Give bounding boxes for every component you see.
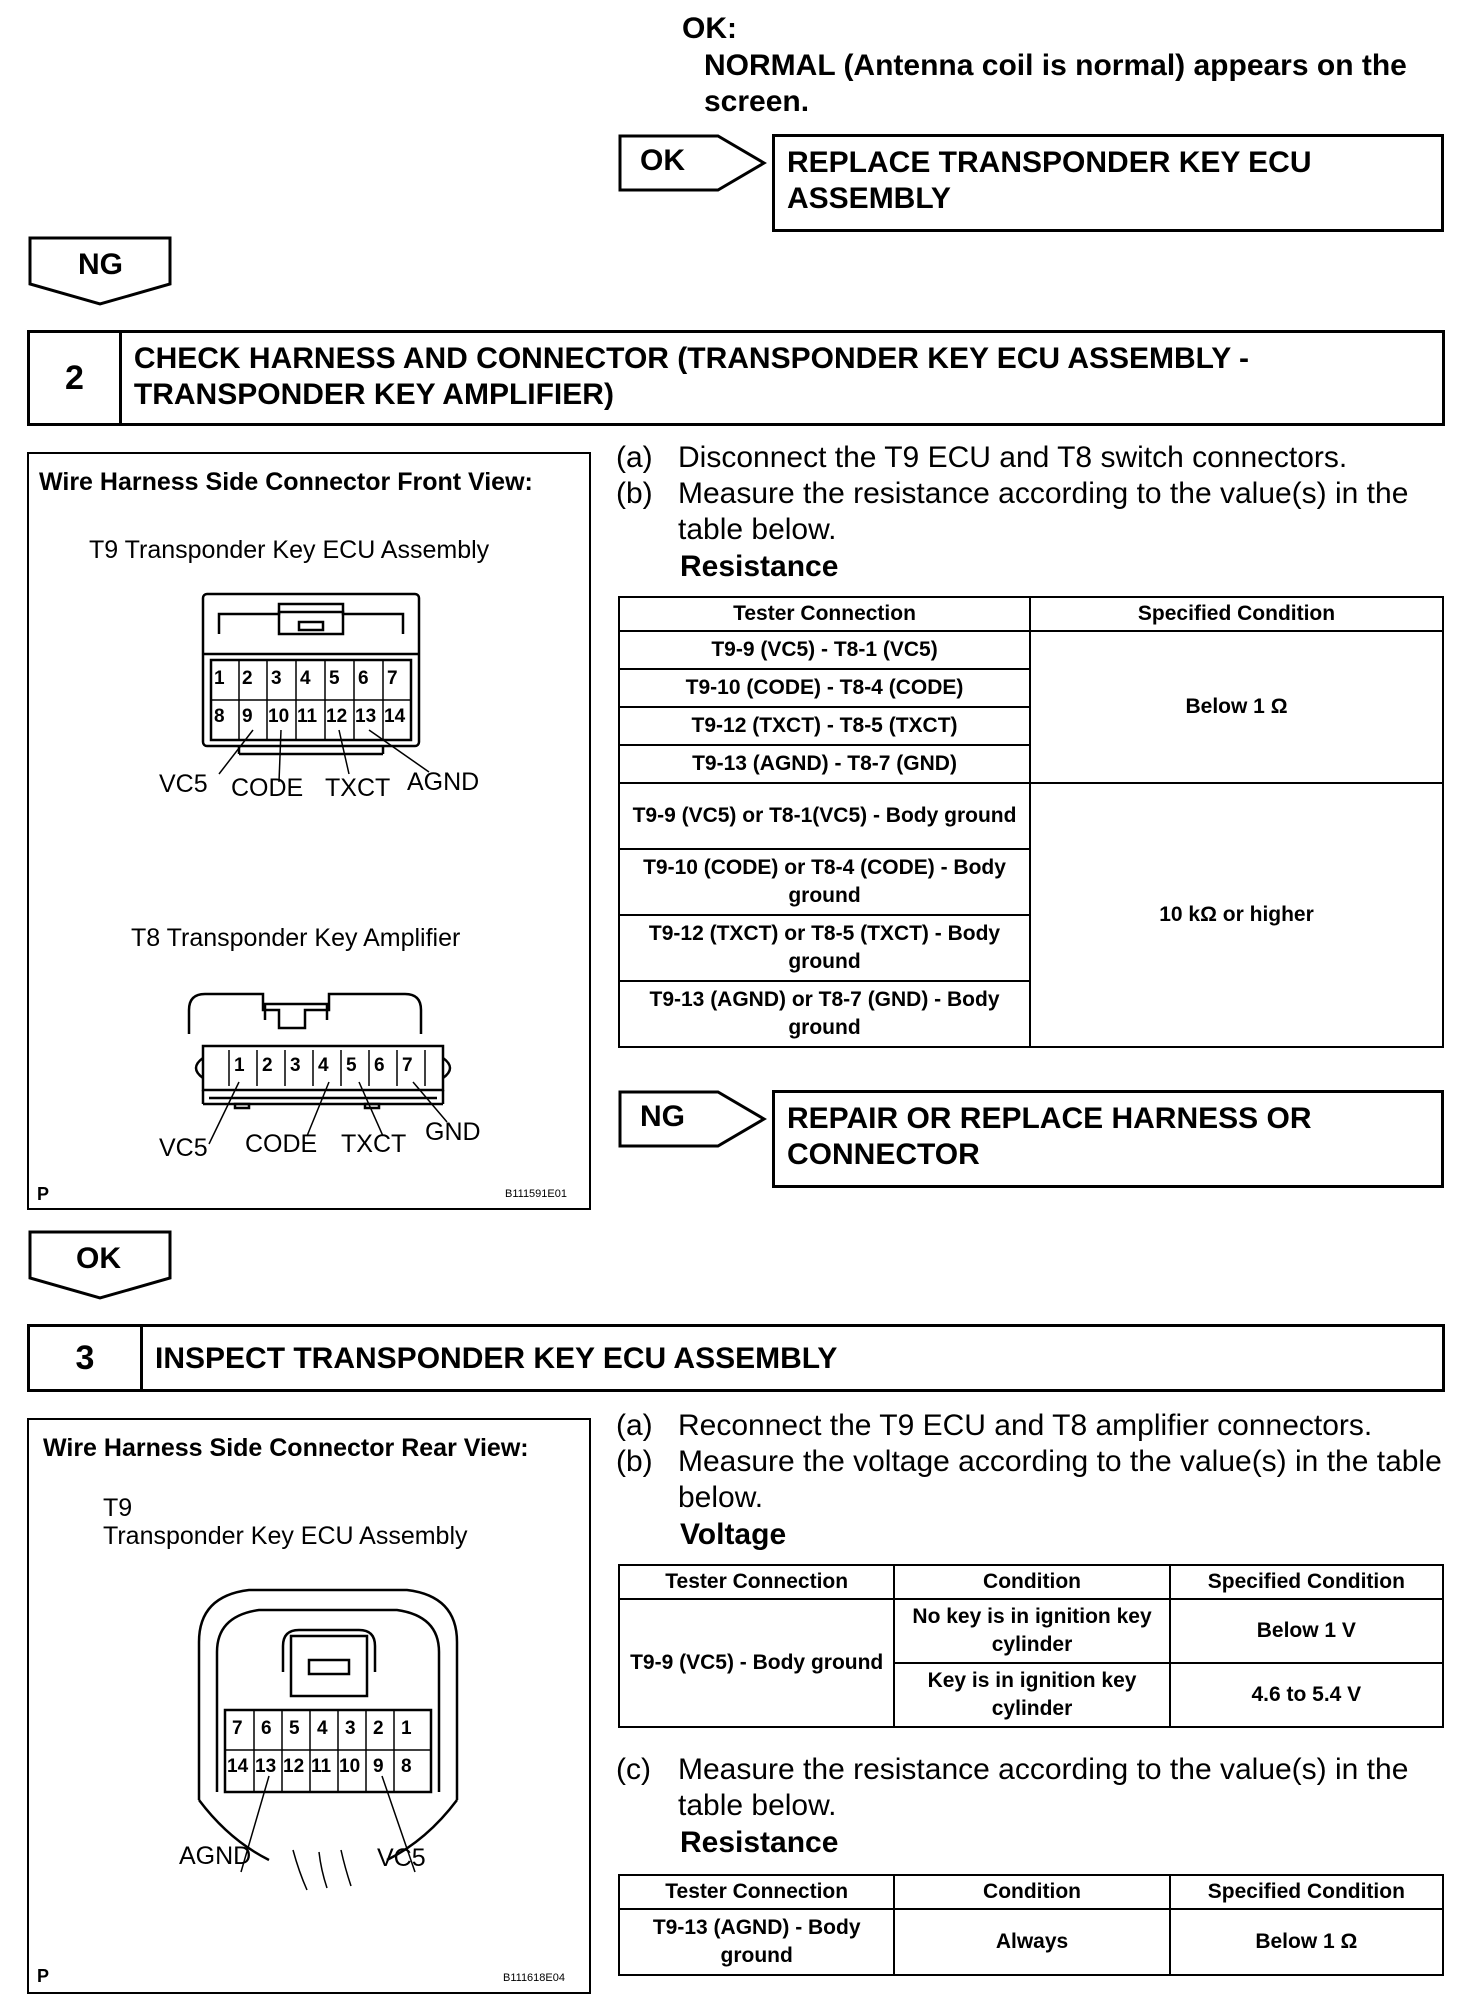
table-header: Condition <box>894 1875 1169 1909</box>
instruction-text: Measure the resistance according to the value(s) in the table below. <box>678 477 1409 546</box>
t9-signal-code: CODE <box>231 774 304 802</box>
rear-pin: 6 <box>261 1718 272 1739</box>
t9-pin: 8 <box>214 706 225 727</box>
tester-connection-cell: T9-10 (CODE) or T8-4 (CODE) - Body ground <box>619 849 1030 915</box>
step-2-header <box>27 330 1445 426</box>
condition-cell: No key is in ignition key cylinder <box>894 1599 1169 1663</box>
figure-code: B111591E01 <box>505 1188 567 1200</box>
rear-pin: 11 <box>311 1756 332 1777</box>
instruction-b <box>616 1444 1442 1516</box>
t8-pin: 4 <box>318 1055 329 1076</box>
rear-pin: 10 <box>339 1756 361 1777</box>
ng-tag-label: NG <box>78 248 123 281</box>
tester-connection-cell: T9-9 (VC5) or T8-1(VC5) - Body ground <box>619 783 1030 849</box>
rear-pin: 14 <box>227 1756 249 1777</box>
t9-pin: 6 <box>358 668 369 689</box>
t9-pin: 1 <box>214 668 225 689</box>
rear-pin: 12 <box>283 1756 305 1777</box>
instruction-text: Reconnect the T9 ECU and T8 amplifier connectors. <box>678 1409 1373 1442</box>
rear-pin: 9 <box>373 1756 384 1777</box>
instruction-c-row <box>616 1752 1442 1824</box>
ok-condition-text: NORMAL (Antenna coil is normal) appears on the screen. <box>704 49 1407 118</box>
step-2-resistance-table <box>618 596 1444 1048</box>
table-header: Tester Connection <box>619 1565 894 1599</box>
ok-flow-tag-2 <box>28 1230 174 1300</box>
t8-signal-txct: TXCT <box>341 1130 407 1158</box>
t8-connector-label: T8 Transponder Key Amplifier <box>131 924 461 952</box>
t9-pin: 11 <box>297 706 318 727</box>
instruction-b <box>616 476 1442 548</box>
tester-connection-cell: T9-13 (AGND) or T8-7 (GND) - Body ground <box>619 981 1030 1047</box>
voltage-table <box>618 1564 1444 1728</box>
table-row <box>619 783 1443 849</box>
instruction-label: (b) <box>616 477 653 510</box>
t9-pin: 13 <box>355 706 377 727</box>
step-3-instructions <box>616 1408 1442 1516</box>
t9-pin: 10 <box>268 706 290 727</box>
figure-corner-mark: P <box>37 1966 50 1986</box>
table-header: Specified Condition <box>1170 1875 1443 1909</box>
t9-pin: 5 <box>329 668 340 689</box>
instruction-text: Disconnect the T9 ECU and T8 switch connectors. <box>678 441 1348 474</box>
instruction-a <box>616 1408 1442 1444</box>
instruction-label: (c) <box>616 1753 651 1786</box>
figure-title: Wire Harness Side Connector Rear View: <box>43 1434 529 1462</box>
rear-signal-vc5: VC5 <box>377 1844 426 1872</box>
instruction-text: Measure the voltage according to the value(s) in the table below. <box>678 1445 1442 1514</box>
table-row <box>619 1909 1443 1975</box>
table-header: Condition <box>894 1565 1169 1599</box>
step-2-connector-figure <box>27 452 591 1210</box>
step-3-connector-figure <box>27 1418 591 1994</box>
t8-pin: 7 <box>402 1055 413 1076</box>
ok-condition-heading: OK: <box>682 12 737 45</box>
condition-cell: Always <box>894 1909 1169 1975</box>
t8-signal-gnd: GND <box>425 1118 481 1146</box>
instruction-label: (b) <box>616 1445 653 1478</box>
step-3-title: INSPECT TRANSPONDER KEY ECU ASSEMBLY <box>155 1342 838 1375</box>
t8-connector-shape <box>189 994 450 1108</box>
t8-signal-vc5: VC5 <box>159 1134 208 1162</box>
ok-flow-tag <box>618 134 768 192</box>
t9-connector-label: T9 Transponder Key ECU Assembly <box>89 536 490 564</box>
instruction-label: (a) <box>616 441 653 474</box>
voltage-table-title: Voltage <box>680 1518 787 1551</box>
connector-drawing <box>29 454 589 1208</box>
repair-harness-result-text: REPAIR OR REPLACE HARNESS OR CONNECTOR <box>787 1102 1312 1171</box>
step-2-instructions <box>616 440 1442 548</box>
tester-connection-cell: T9-12 (TXCT) or T8-5 (TXCT) - Body ground <box>619 915 1030 981</box>
specified-condition-cell: 10 kΩ or higher <box>1030 783 1443 1047</box>
tester-connection-cell: T9-12 (TXCT) - T8-5 (TXCT) <box>619 707 1030 745</box>
t8-pin: 5 <box>346 1055 357 1076</box>
instruction-a <box>616 440 1442 476</box>
t9-pin: 9 <box>242 706 253 727</box>
specified-condition-cell: Below 1 Ω <box>1030 631 1443 783</box>
tester-connection-cell: T9-13 (AGND) - T8-7 (GND) <box>619 745 1030 783</box>
replace-ecu-result-box <box>772 134 1444 232</box>
step-3-number: 3 <box>30 1327 143 1389</box>
ng-result-tag <box>618 1090 768 1148</box>
rear-pin: 13 <box>255 1756 277 1777</box>
t9-pin: 7 <box>387 668 398 689</box>
table-row <box>619 1599 1443 1663</box>
step-3-resistance-table <box>618 1874 1444 1976</box>
t8-pin: 3 <box>290 1055 301 1076</box>
table-header: Specified Condition <box>1170 1565 1443 1599</box>
t9-pin: 14 <box>384 706 406 727</box>
tester-connection-cell: T9-10 (CODE) - T8-4 (CODE) <box>619 669 1030 707</box>
t9-pin: 2 <box>242 668 253 689</box>
table-header-row <box>619 597 1443 631</box>
resistance-table-title: Resistance <box>680 550 839 583</box>
tester-connection-cell: T9-13 (AGND) - Body ground <box>619 1909 894 1975</box>
table-header-row <box>619 1875 1443 1909</box>
t8-signal-code: CODE <box>245 1130 318 1158</box>
ng-tag-label: NG <box>640 1100 685 1133</box>
step-2-number: 2 <box>30 333 122 423</box>
table-header: Specified Condition <box>1030 597 1443 631</box>
t8-pin: 6 <box>374 1055 385 1076</box>
t9-signal-agnd: AGND <box>407 768 480 796</box>
specified-condition-cell: 4.6 to 5.4 V <box>1170 1663 1443 1727</box>
rear-pin: 3 <box>345 1718 356 1739</box>
rear-pin: 5 <box>289 1718 300 1739</box>
t9-signal-vc5: VC5 <box>159 770 208 798</box>
rear-signal-agnd: AGND <box>179 1842 252 1870</box>
condition-cell: Key is in ignition key cylinder <box>894 1663 1169 1727</box>
rear-connector-drawing <box>29 1420 589 1992</box>
figure-code: B111618E04 <box>503 1972 565 1984</box>
replace-ecu-result-text: REPLACE TRANSPONDER KEY ECU ASSEMBLY <box>787 146 1312 215</box>
table-row <box>619 631 1443 669</box>
figure-title: Wire Harness Side Connector Front View: <box>39 468 533 496</box>
t9-pin: 3 <box>271 668 282 689</box>
rear-pin: 1 <box>401 1718 412 1739</box>
t9-label-line2: Transponder Key ECU Assembly <box>103 1522 468 1550</box>
rear-pin: 2 <box>373 1718 384 1739</box>
repair-harness-result-box <box>772 1090 1444 1188</box>
t9-signal-txct: TXCT <box>325 774 391 802</box>
t9-label-line1: T9 <box>103 1494 133 1522</box>
t9-pin: 12 <box>326 706 348 727</box>
rear-pin: 7 <box>232 1718 243 1739</box>
figure-corner-mark: P <box>37 1184 50 1204</box>
ng-flow-tag <box>28 236 174 306</box>
table-header-row <box>619 1565 1443 1599</box>
t8-pin: 1 <box>234 1055 245 1076</box>
step-3-header <box>27 1324 1445 1392</box>
instruction-c <box>616 1752 1442 1824</box>
ok-tag-label: OK <box>76 1242 121 1275</box>
tester-connection-cell: T9-9 (VC5) - Body ground <box>619 1599 894 1727</box>
table-header: Tester Connection <box>619 597 1030 631</box>
rear-pin: 4 <box>317 1718 328 1739</box>
instruction-text: Measure the resistance according to the value(s) in the table below. <box>678 1753 1409 1822</box>
table-header: Tester Connection <box>619 1875 894 1909</box>
resistance-table-title: Resistance <box>680 1826 839 1859</box>
tester-connection-cell: T9-9 (VC5) - T8-1 (VC5) <box>619 631 1030 669</box>
t9-pin: 4 <box>300 668 311 689</box>
instruction-label: (a) <box>616 1409 653 1442</box>
specified-condition-cell: Below 1 V <box>1170 1599 1443 1663</box>
ok-tag-label: OK <box>640 144 685 177</box>
rear-pin: 8 <box>401 1756 412 1777</box>
t8-pin: 2 <box>262 1055 273 1076</box>
specified-condition-cell: Below 1 Ω <box>1170 1909 1443 1975</box>
step-2-title: CHECK HARNESS AND CONNECTOR (TRANSPONDER KEY ECU ASSEMBLY - TRANSPONDER KEY AMPLIFIER) <box>133 342 1250 411</box>
